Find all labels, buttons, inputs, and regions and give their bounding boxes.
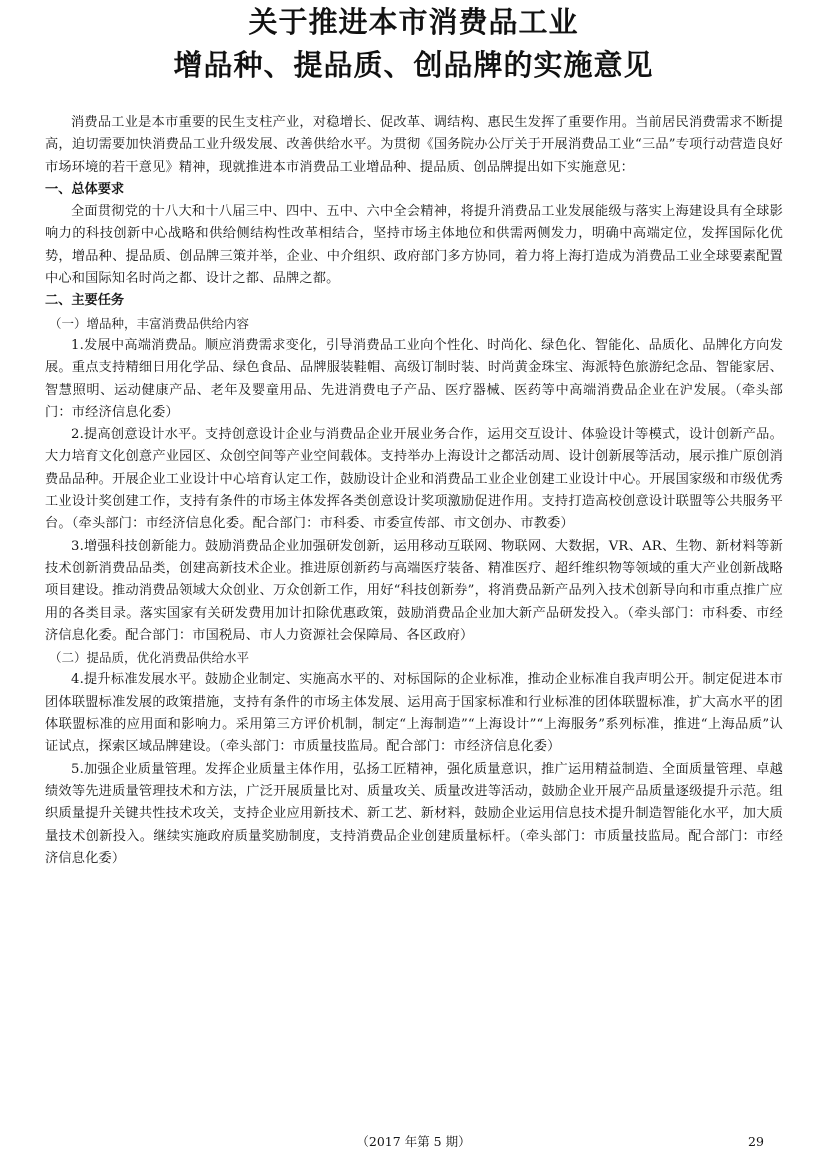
document-title-line-1: 关于推进本市消费品工业 xyxy=(248,5,579,39)
document-title-line-2: 增品种、提品质、创品牌的实施意见 xyxy=(173,48,654,82)
intro-paragraph: 消费品工业是本市重要的民生支柱产业，对稳增长、促改革、调结构、惠民生发挥了重要作用。当前居民消费需求不断提高，迫切需要加快消费品工业升级发展、改善供给水平。为贯彻《国务院办公厅关于开展消费品工业“三品”专项行动营造良好市场环境的若干意见》精神，现就推进本市消费品工业增品种、提品质、创品牌提出如下实施意见： xyxy=(45,115,783,175)
subsection-1-heading: （一）增品种，丰富消费品供给内容 xyxy=(49,315,250,331)
task-item-4: 4.提升标准发展水平。鼓励企业制定、实施高水平的、对标国际的企业标准，推动企业标准自我声明公开。制定促进本市团体联盟标准发展的政策措施，支持有条件的市场主体发展、运用高于国家标准和行业标准的团体联盟标准，扩大高水平的团体联盟标准的应用面和影响力。采用第三方评价机制，制定“上海制造”“上海设计”“上海服务”系列标准，推进“上海品质”认证试点，探索区域品牌建设。（牵头部门：市质量技监局。配合部门：市经济信息化委） xyxy=(45,672,783,755)
section-1-heading: 一、总体要求 xyxy=(45,181,125,197)
page-number: 29 xyxy=(748,1134,764,1149)
task-item-1: 1.发展中高端消费品。顺应消费需求变化，引导消费品工业向个性化、时尚化、绿色化、智能化、品质化、品牌化方向发展。重点支持精细日用化学品、绿色食品、品牌服装鞋帽、高级订制时装、时尚黄金珠宝、海派特色旅游纪念品、智能家居、智慧照明、运动健康产品、老年及婴童用品、先进消费电子产品、医疗器械、医药等中高端消费品企业在沪发展。（牵头部门：市经济信息化委） xyxy=(45,337,783,420)
issue-label: （2017 年第 5 期） xyxy=(356,1134,471,1149)
document-body xyxy=(45,112,783,870)
task-item-5: 5.加强企业质量管理。发挥企业质量主体作用，弘扬工匠精神，强化质量意识，推广运用精益制造、全面质量管理、卓越绩效等先进质量管理技术和方法，广泛开展质量比对、质量攻关、质量改进等活动，鼓励企业开展产品质量逐级提升示范。组织质量提升关键共性技术攻关，支持企业应用新技术、新工艺、新材料，鼓励企业运用信息技术提升制造智能化水平，加大质量技术创新投入。继续实施政府质量奖励制度，支持消费品企业创建质量标杆。（牵头部门：市质量技监局。配合部门：市经济信息化委） xyxy=(45,761,783,866)
task-item-2: 2.提高创意设计水平。支持创意设计企业与消费品企业开展业务合作，运用交互设计、体验设计等模式，设计创新产品。大力培育文化创意产业园区、众创空间等产业空间载体。支持举办上海设计之都活动周、设计创新展等活动，展示推广原创消费品品种。开展企业工业设计中心培育认定工作，鼓励设计企业和消费品工业企业创建工业设计中心。开展国家级和市级优秀工业设计奖创建工作，支持有条件的市场主体发挥各类创意设计奖项激励促进作用。支持打造高校创意设计联盟等公共服务平台。（牵头部门：市经济信息化委。配合部门：市科委、市委宣传部、市文创办、市教委） xyxy=(45,427,783,532)
section-1-paragraph: 全面贯彻党的十八大和十八届三中、四中、五中、六中全会精神，将提升消费品工业发展能级与落实上海建设具有全球影响力的科技创新中心战略和供给侧结构性改革相结合，坚持市场主体地位和供需两侧发力，明确中高端定位，发挥国际化优势，增品种、提品质、创品牌三策并举，企业、中介组织、政府部门多方协同，着力将上海打造成为消费品工业全球要素配置中心和国际知名时尚之都、设计之都、品牌之都。 xyxy=(45,204,783,287)
page-footer xyxy=(0,1132,827,1152)
subsection-2-heading: （二）提品质，优化消费品供给水平 xyxy=(49,650,250,666)
task-item-3: 3.增强科技创新能力。鼓励消费品企业加强研发创新，运用移动互联网、物联网、大数据，VR、AR、生物、新材料等新技术创新消费品品类，创建高新技术企业。推进原创新药与高端医疗装备、精准医疗、超纤维织物等领域的重大产业创新战略项目建设。推动消费品领域大众创业、万众创新工作，用好“科技创新券”，将消费品新产品列入技术创新导向和市重点推广应用的各类目录。落实国家有关研发费用加计扣除优惠政策，鼓励消费品企业加大新产品研发投入。（牵头部门：市科委、市经济信息化委。配合部门：市国税局、市人力资源社会保障局、各区政府） xyxy=(45,538,783,643)
section-2-heading: 二、主要任务 xyxy=(45,293,125,309)
